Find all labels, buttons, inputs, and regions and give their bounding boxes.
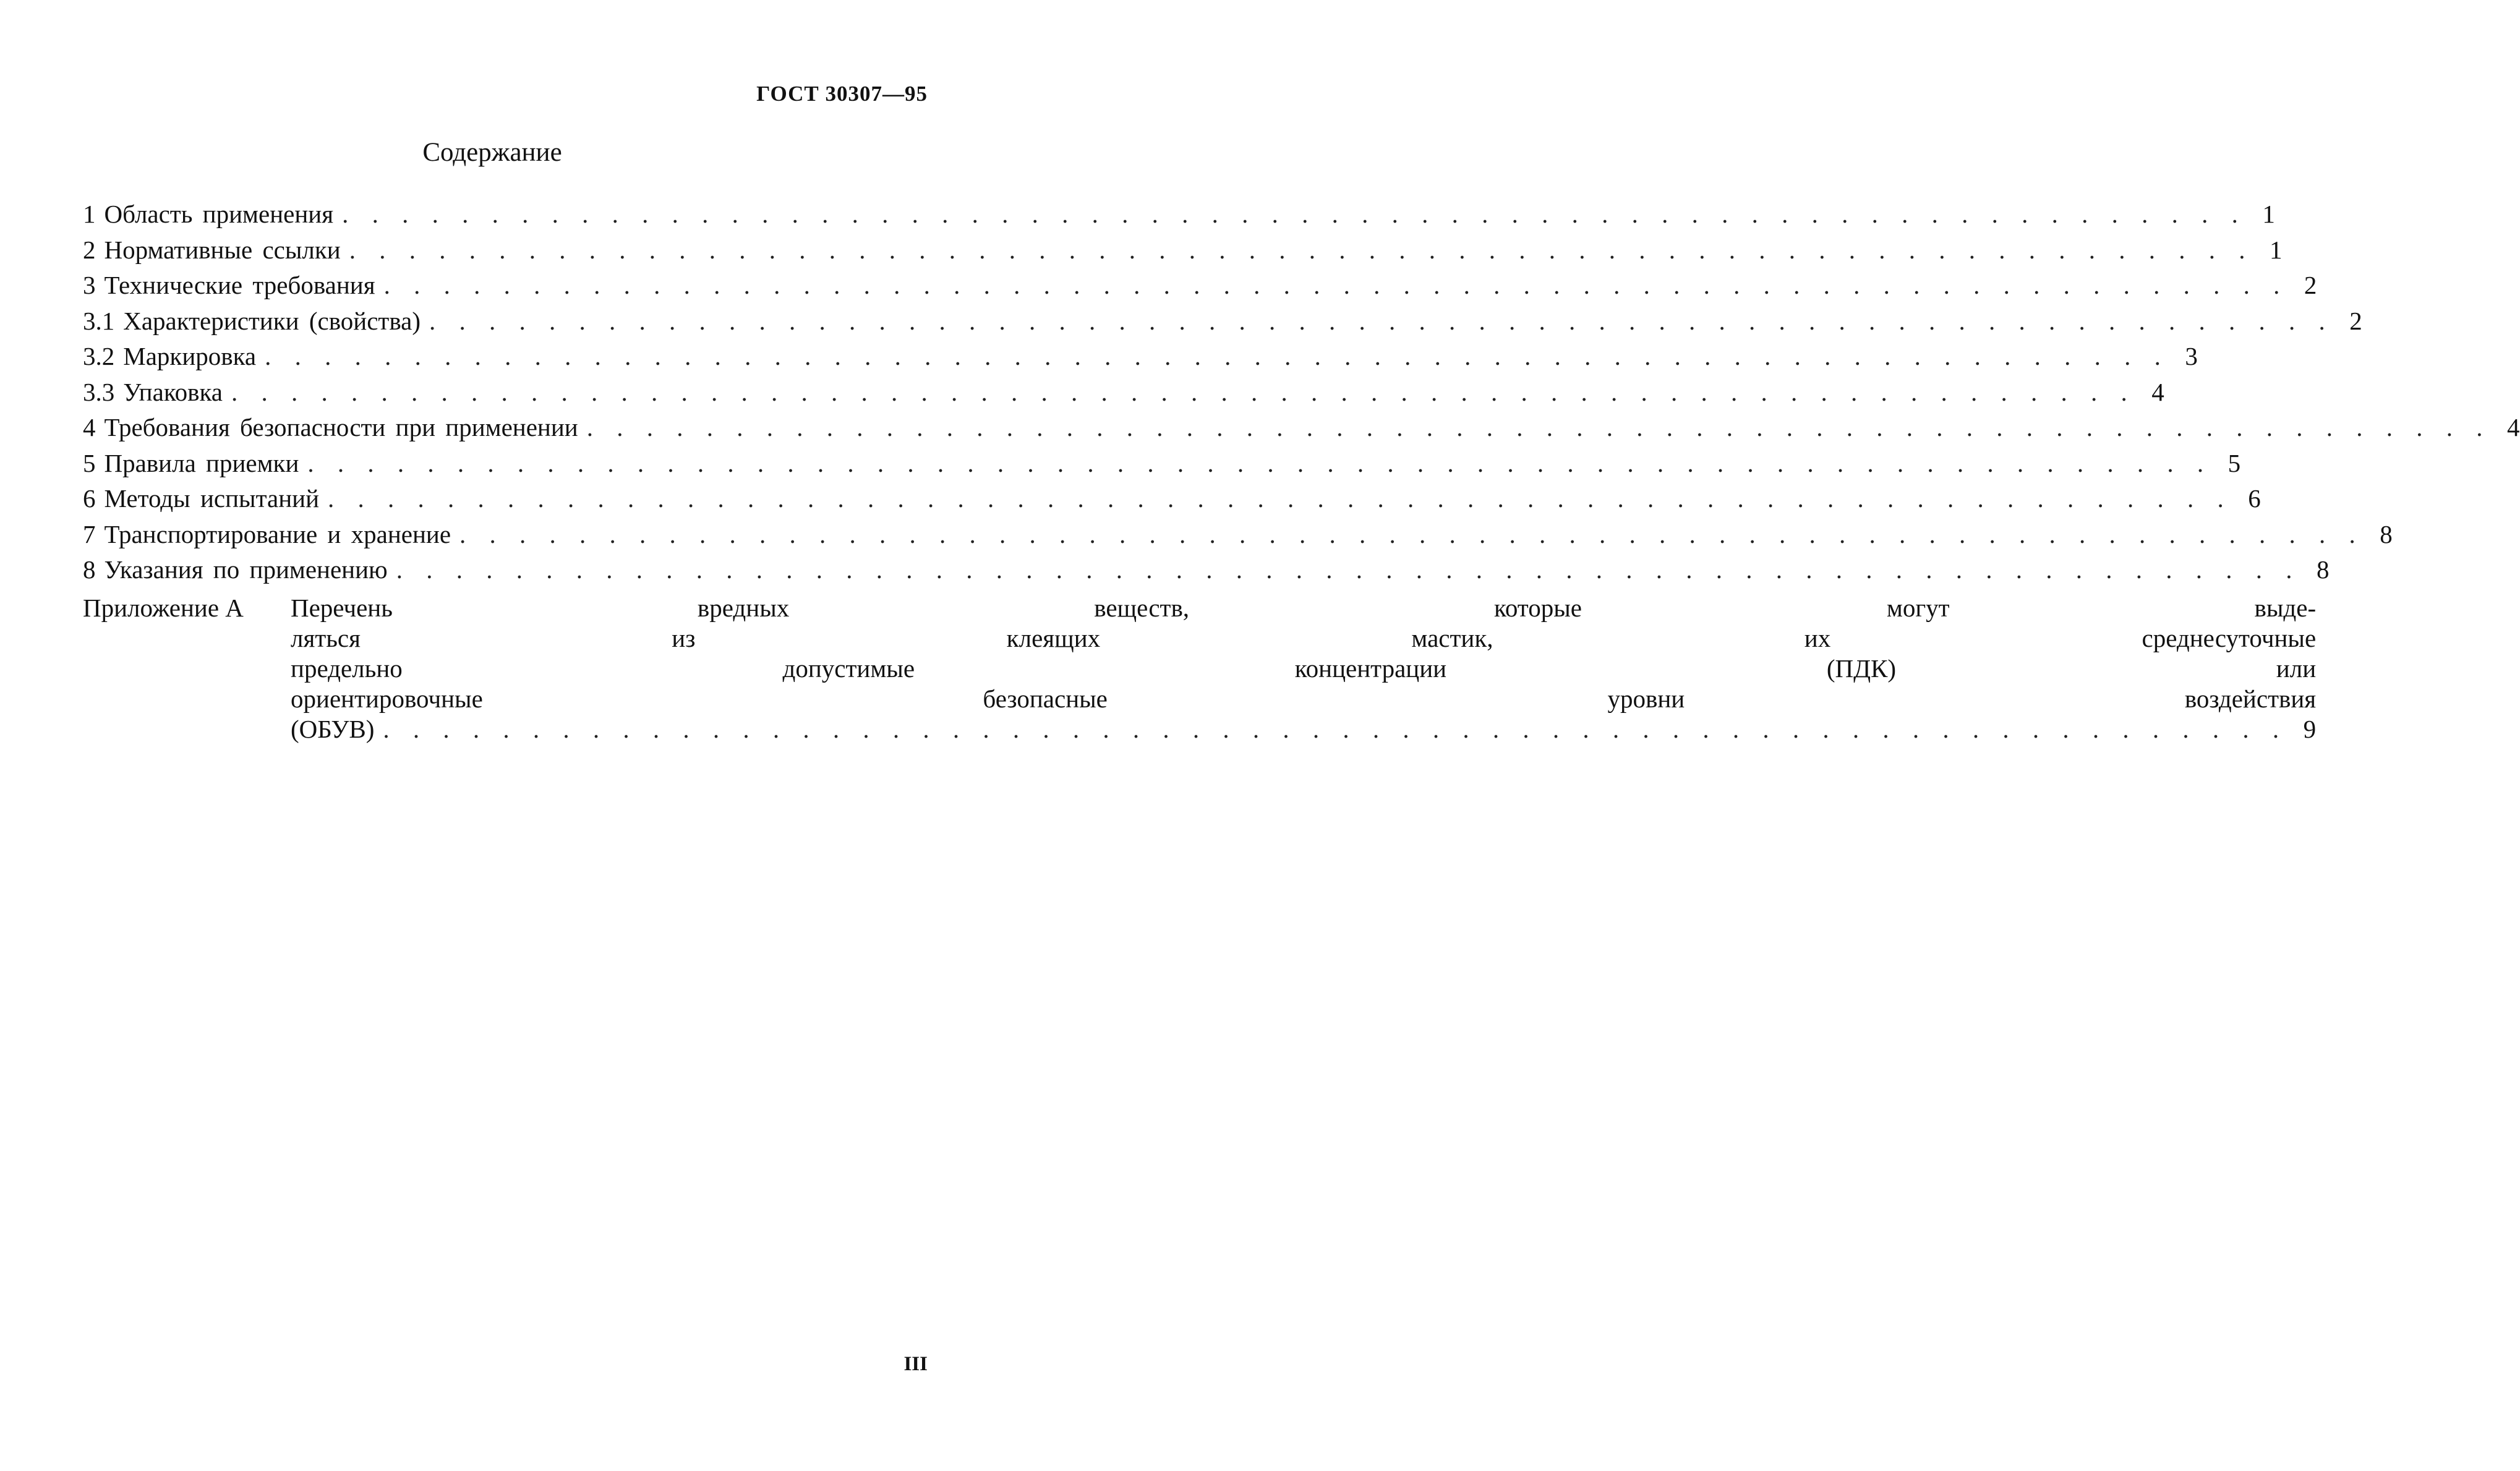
toc-entry[interactable] — [83, 341, 2198, 377]
toc-entry[interactable] — [83, 555, 2330, 591]
toc-entry-label: Методы испытаний — [104, 484, 320, 513]
appendix-abbreviation: (ОБУВ) — [291, 714, 375, 743]
toc-entry-label: Маркировка — [123, 342, 257, 370]
page-number: III — [903, 1353, 928, 1375]
toc-entry-page: 6 — [2248, 484, 2261, 513]
toc-entry-label: Упаковка — [123, 377, 223, 406]
toc-entry[interactable] — [83, 306, 2362, 342]
toc-entry-number: 3 — [83, 271, 96, 299]
appendix-line: ляться из клеящих мастик, их среднесуточные — [291, 623, 2317, 652]
toc-entry-page: 3 — [2185, 342, 2198, 370]
toc-entry[interactable] — [83, 484, 2261, 519]
toc-leader-dots — [231, 377, 2136, 407]
appendix-last-line — [291, 714, 2316, 744]
toc-entry-label: Правила приемки — [104, 448, 299, 477]
toc-entry[interactable] — [83, 377, 2164, 413]
toc-entry-page: 8 — [2380, 519, 2393, 548]
toc-entry-page: 4 — [2507, 413, 2520, 441]
toc-entry-number: 2 — [83, 235, 96, 264]
toc-leader-dots — [349, 235, 2254, 265]
toc-entry-page: 2 — [2349, 306, 2362, 335]
toc-leader-dots — [429, 306, 2334, 336]
toc-entry-number: 3.2 — [83, 342, 115, 370]
toc-entry-label: Технические требования — [104, 271, 375, 299]
toc-leader-dots — [587, 412, 2492, 442]
toc-entry-appendix[interactable] — [83, 593, 2317, 744]
toc-entry[interactable] — [83, 448, 2241, 484]
toc-entry-page: 5 — [2227, 448, 2241, 477]
document-code: ГОСТ 30307—95 — [756, 82, 928, 106]
toc-leader-dots — [396, 555, 2301, 584]
toc-entry[interactable] — [83, 270, 2317, 306]
toc-entry-number: 6 — [83, 484, 96, 513]
toc-entry-label: Транспортирование и хранение — [104, 519, 451, 548]
toc-entry-label: Требования безопасности при применении — [104, 413, 578, 441]
toc-entry-number: 7 — [83, 519, 96, 548]
toc-entry-page: 9 — [2303, 714, 2317, 743]
toc-leader-dots — [307, 448, 2212, 478]
toc-entry-label: Нормативные ссылки — [104, 235, 341, 264]
toc-entry[interactable] — [83, 519, 2393, 555]
toc-leader-dots — [328, 484, 2232, 513]
appendix-line: ориентировочные безопасные уровни воздействия — [291, 684, 2317, 713]
toc-entry[interactable] — [83, 235, 2283, 271]
toc-entry-page: 1 — [2262, 200, 2275, 228]
toc-leader-dots — [265, 341, 2169, 371]
toc-leader-dots — [342, 199, 2247, 229]
toc-entry-page: 8 — [2316, 555, 2330, 584]
appendix-line: предельно допустимые концентрации (ПДК) или — [291, 654, 2317, 683]
toc-entry-page: 1 — [2269, 235, 2283, 264]
toc-entry-number: 8 — [83, 555, 96, 584]
toc-entry-label: Характеристики (свойства) — [123, 306, 421, 335]
toc-entry-number: 3.3 — [83, 377, 115, 406]
toc-entry-number: 3.1 — [83, 306, 115, 335]
toc-entry-page: 4 — [2151, 377, 2164, 406]
toc-leader-dots — [384, 270, 2289, 300]
toc-entry-number: 5 — [83, 448, 96, 477]
toc-leader-dots — [459, 519, 2364, 549]
appendix-description — [291, 593, 2316, 744]
appendix-label: Приложение А — [83, 593, 244, 622]
toc-entry-number: 4 — [83, 413, 96, 441]
toc-leader-dots — [383, 714, 2287, 744]
toc-entry[interactable] — [83, 199, 2275, 235]
appendix-line: Перечень вредных веществ, которые могут выде- — [291, 593, 2317, 622]
page-title: Содержание — [422, 138, 562, 167]
toc-entry-page: 2 — [2304, 271, 2317, 299]
toc-entry-label: Область применения — [104, 200, 334, 228]
toc-entry[interactable] — [83, 412, 2520, 448]
toc-entry-number: 1 — [83, 200, 96, 228]
table-of-contents — [83, 199, 2520, 744]
toc-entry-label: Указания по применению — [104, 555, 388, 584]
